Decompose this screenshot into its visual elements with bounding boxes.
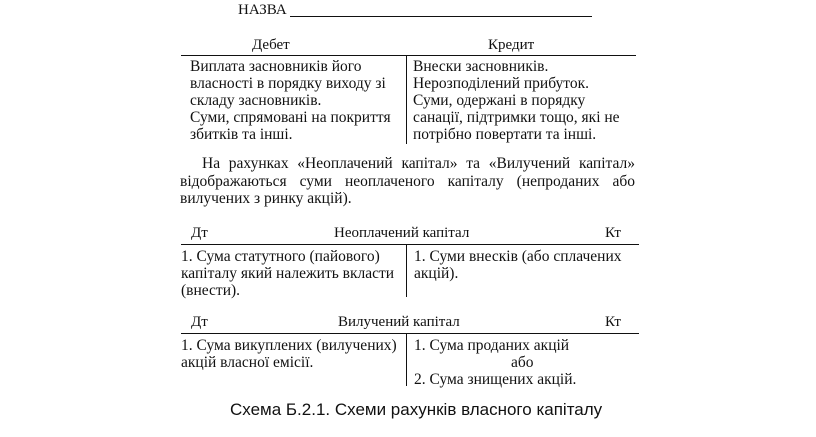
table1-top-rule [181, 55, 636, 56]
table2-credit-cell [414, 248, 636, 282]
table3-kt-label: Кт [605, 314, 621, 330]
table3-right-line: 2. Сума знищених акцій. [414, 371, 577, 388]
debit-line: збитків та інші. [190, 126, 293, 143]
table3-right-line: або [511, 354, 534, 371]
table1-divider [406, 56, 407, 144]
credit-line: Нерозподілений прибуток. [413, 75, 589, 92]
debit-line: власності в порядку виходу зі [190, 75, 386, 92]
table2-right-line: 1. Суми внесків (або сплачених [414, 248, 622, 265]
table1-debit-cell [190, 58, 402, 143]
table2-debit-cell [181, 248, 403, 299]
table3-credit-cell [414, 337, 636, 388]
credit-line: Внески засновників. [413, 58, 549, 75]
debit-line: складу засновників. [190, 92, 322, 109]
table2-kt-label: Кт [605, 225, 621, 241]
table3-dt-label: Дт [191, 314, 208, 330]
nazva-label: НАЗВА [238, 2, 287, 18]
table3-debit-cell [181, 337, 403, 371]
credit-line: Суми, одержані в порядку [413, 92, 586, 109]
table3-top-rule [181, 333, 639, 334]
table3-left-line: 1. Сума викуплених (вилучених) [181, 337, 397, 354]
table2-title: Неоплачений капітал [334, 225, 470, 241]
table2-left-line: капіталу який належить вкласти [181, 265, 395, 282]
table3-left-line: акцій власної емісії. [181, 354, 314, 371]
table2-dt-label: Дт [191, 225, 208, 241]
table3-divider [406, 334, 407, 386]
figure-caption: Схема Б.2.1. Схеми рахунків власного капіталу [230, 400, 603, 419]
table1-credit-header: Кредит [488, 37, 535, 53]
table2-left-line: 1. Сума статутного (пайового) [181, 248, 380, 265]
table3-right-line: 1. Сума проданих акцій [414, 337, 570, 354]
credit-line: потрібно повертати та інші. [413, 126, 597, 143]
table1-debit-header: Дебет [252, 37, 290, 53]
table2-divider [406, 245, 407, 297]
debit-line: Суми, спрямовані на покриття [190, 109, 391, 126]
debit-line: Виплата засновників його [190, 58, 362, 75]
table2-right-line: акцій). [414, 265, 459, 282]
nazva-underline [290, 16, 592, 17]
table3-title: Вилучений капітал [338, 314, 460, 330]
credit-line: санації, підтримки тощо, які не [413, 109, 620, 126]
body-paragraph [180, 155, 635, 208]
table2-left-line: (внести). [181, 282, 241, 299]
table1-credit-cell [413, 58, 635, 143]
table2-top-rule [181, 244, 639, 245]
paragraph-text: На рахунках «Неоплачений капітал» та «Вилучений капітал» відображаються суми неоплаченого капіталу (непроданих або вилучених з ринку акцій). [180, 155, 635, 207]
